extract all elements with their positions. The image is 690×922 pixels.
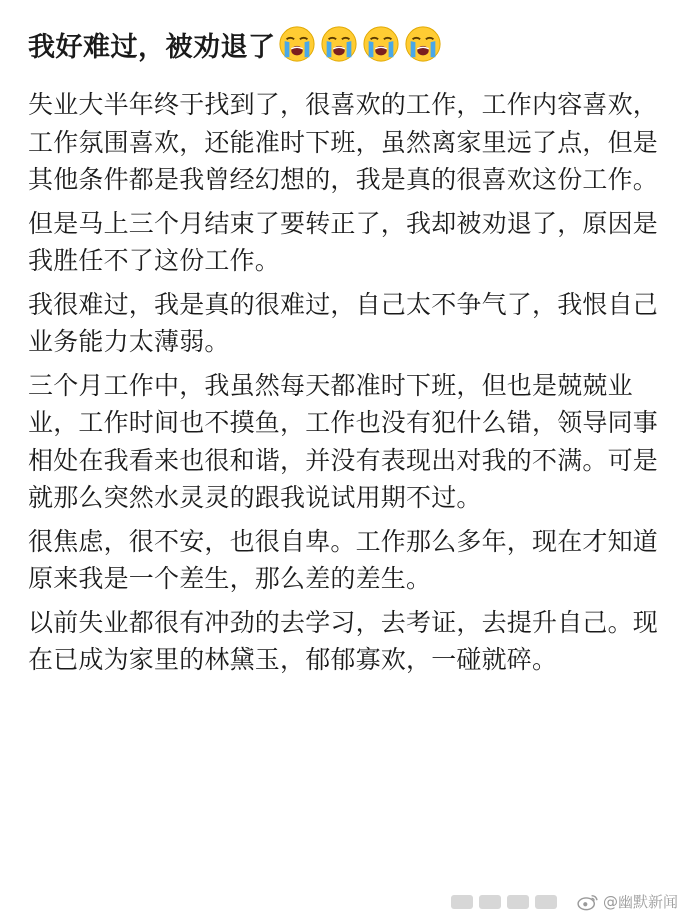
loudly-crying-face-icon — [362, 25, 400, 63]
loudly-crying-face-icon — [404, 25, 442, 63]
post-title: 我好难过，被劝退了 — [28, 31, 276, 63]
weibo-watermark — [451, 891, 678, 912]
weibo-logo-icon — [577, 893, 599, 911]
loudly-crying-face-icon — [320, 25, 358, 63]
post-paragraph: 很焦虑，很不安，也很自卑。工作那么多年，现在才知道原来我是一个差生，那么差的差生。 — [28, 526, 659, 593]
watermark-text: @幽默新闻 — [602, 893, 678, 911]
crying-emoji-group — [278, 25, 446, 63]
post-paragraph: 三个月工作中，我虽然每天都准时下班，但也是兢兢业业，工作时间也不摸鱼，工作也没有犯什么错，领导同事相处在我看来也很和谐，并没有表现出对我的不满。可是就那么突然水灵灵的跟我说试用期不过。 — [28, 370, 659, 512]
post-paragraph: 失业大半年终于找到了，很喜欢的工作，工作内容喜欢，工作氛围喜欢，还能准时下班，虽然离家里远了点，但是其他条件都是我曾经幻想的，我是真的很喜欢这份工作。 — [28, 90, 659, 194]
watermark-blurred-marks — [451, 895, 557, 909]
post-paragraph: 以前失业都很有冲劲的去学习，去考证，去提升自己。现在已成为家里的林黛玉，郁郁寡欢，一碰就碎。 — [28, 607, 659, 674]
post-body — [28, 86, 664, 679]
post-paragraph: 但是马上三个月结束了要转正了，我却被劝退了，原因是我胜任不了这份工作。 — [28, 208, 659, 275]
post-title-row — [28, 14, 690, 74]
post-paragraph: 我很难过，我是真的很难过，自己太不争气了，我恨自己业务能力太薄弱。 — [28, 289, 659, 356]
loudly-crying-face-icon — [278, 25, 316, 63]
